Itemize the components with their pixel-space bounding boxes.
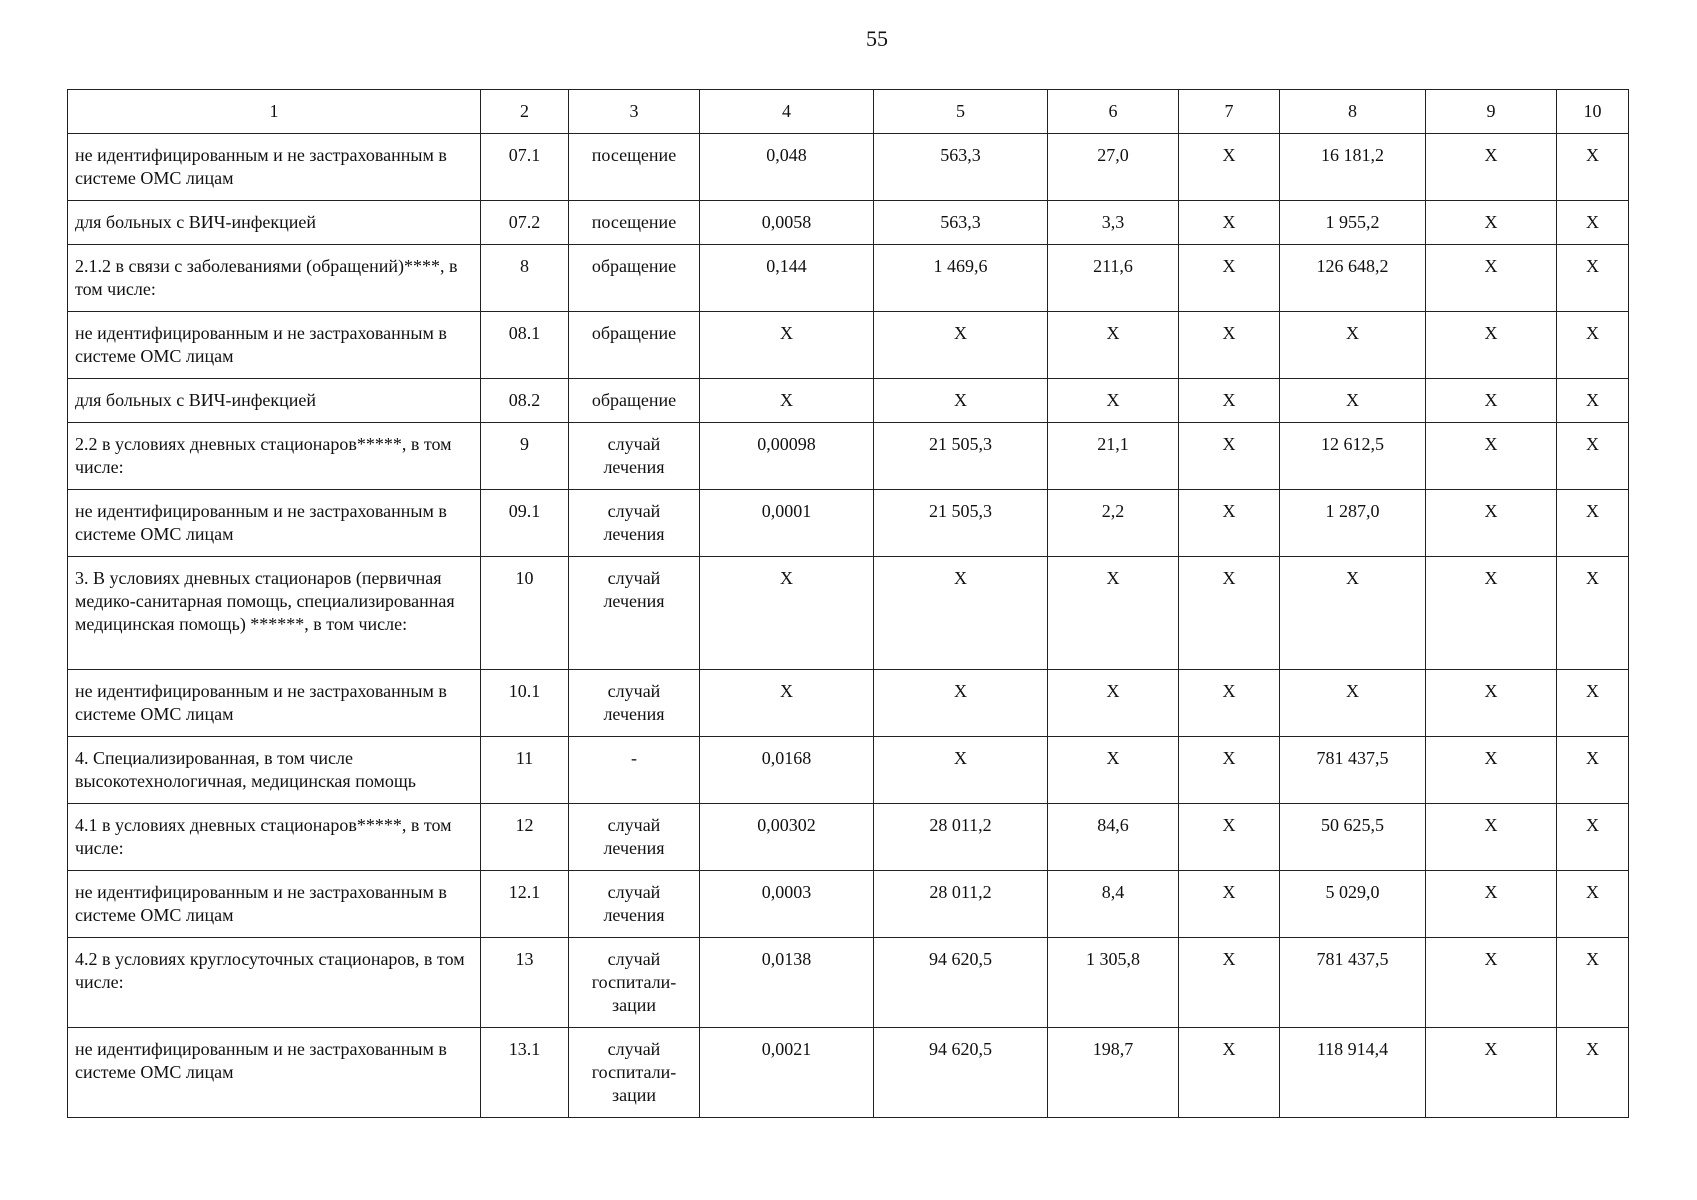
table-cell: X bbox=[700, 379, 874, 423]
table-cell: 13 bbox=[481, 938, 569, 1028]
table-cell: 781 437,5 bbox=[1280, 938, 1426, 1028]
table-cell: не идентифицированным и не застрахованным в системе ОМС лицам bbox=[68, 670, 481, 737]
column-header: 1 bbox=[68, 90, 481, 134]
table-cell: 0,0138 bbox=[700, 938, 874, 1028]
table-cell: 11 bbox=[481, 737, 569, 804]
table-cell: X bbox=[1179, 804, 1280, 871]
table-cell: X bbox=[1557, 871, 1629, 938]
table-cell: 12 612,5 bbox=[1280, 423, 1426, 490]
table-row bbox=[68, 134, 1629, 201]
table-cell: 27,0 bbox=[1048, 134, 1179, 201]
table-cell: X bbox=[1557, 490, 1629, 557]
table-row bbox=[68, 379, 1629, 423]
table-cell: X bbox=[1426, 134, 1557, 201]
table-cell: 4.2 в условиях круглосуточных стационаров, в том числе: bbox=[68, 938, 481, 1028]
table-cell: X bbox=[1557, 134, 1629, 201]
table-cell: не идентифицированным и не застрахованным в системе ОМС лицам bbox=[68, 490, 481, 557]
table-cell: для больных с ВИЧ-инфекцией bbox=[68, 379, 481, 423]
table-cell: не идентифицированным и не застрахованным в системе ОМС лицам bbox=[68, 1028, 481, 1118]
table-cell: 0,0003 bbox=[700, 871, 874, 938]
table-cell: 0,00302 bbox=[700, 804, 874, 871]
table-cell: 1 955,2 bbox=[1280, 201, 1426, 245]
table-cell: X bbox=[1557, 245, 1629, 312]
table-row bbox=[68, 871, 1629, 938]
table-cell: случай лечения bbox=[569, 804, 700, 871]
table-cell: X bbox=[700, 670, 874, 737]
table-cell: X bbox=[1426, 201, 1557, 245]
table-cell: X bbox=[1048, 312, 1179, 379]
table-row bbox=[68, 670, 1629, 737]
table-cell: X bbox=[1179, 670, 1280, 737]
table-cell: 07.2 bbox=[481, 201, 569, 245]
table-cell: 0,0001 bbox=[700, 490, 874, 557]
column-header: 6 bbox=[1048, 90, 1179, 134]
table-cell: X bbox=[1557, 938, 1629, 1028]
table-cell: 0,144 bbox=[700, 245, 874, 312]
table-cell: случай лечения bbox=[569, 871, 700, 938]
table-row bbox=[68, 312, 1629, 379]
table-cell: 16 181,2 bbox=[1280, 134, 1426, 201]
table-cell: случай лечения bbox=[569, 557, 700, 670]
table-cell: случай госпитали-зации bbox=[569, 938, 700, 1028]
table-cell: X bbox=[1557, 423, 1629, 490]
table-cell: X bbox=[1426, 670, 1557, 737]
table-cell: случай лечения bbox=[569, 423, 700, 490]
column-header: 4 bbox=[700, 90, 874, 134]
table-cell: X bbox=[1179, 201, 1280, 245]
table-cell: 2.1.2 в связи с заболеваниями (обращений)****, в том числе: bbox=[68, 245, 481, 312]
table-cell: 2,2 bbox=[1048, 490, 1179, 557]
table-cell: не идентифицированным и не застрахованным в системе ОМС лицам bbox=[68, 312, 481, 379]
table-cell: посещение bbox=[569, 134, 700, 201]
table-cell: 0,0021 bbox=[700, 1028, 874, 1118]
table-cell: X bbox=[1426, 490, 1557, 557]
table-cell: X bbox=[1557, 1028, 1629, 1118]
table-cell: X bbox=[1557, 804, 1629, 871]
table-cell: 84,6 bbox=[1048, 804, 1179, 871]
table-cell: не идентифицированным и не застрахованным в системе ОМС лицам bbox=[68, 134, 481, 201]
table-cell: X bbox=[1179, 423, 1280, 490]
table-row bbox=[68, 490, 1629, 557]
table-cell: 4. Специализированная, в том числе высокотехнологичная, медицинская помощь bbox=[68, 737, 481, 804]
table-row bbox=[68, 245, 1629, 312]
table-cell: X bbox=[874, 379, 1048, 423]
header-row bbox=[68, 90, 1629, 134]
table-cell: X bbox=[1557, 379, 1629, 423]
table-cell: 1 305,8 bbox=[1048, 938, 1179, 1028]
table-cell: посещение bbox=[569, 201, 700, 245]
table-cell: X bbox=[1426, 804, 1557, 871]
table-cell: X bbox=[1557, 312, 1629, 379]
table-cell: X bbox=[1179, 312, 1280, 379]
table-cell: 0,00098 bbox=[700, 423, 874, 490]
table-cell: X bbox=[1048, 737, 1179, 804]
table-cell: X bbox=[1179, 938, 1280, 1028]
table-cell: 21 505,3 bbox=[874, 490, 1048, 557]
table-cell: X bbox=[1557, 201, 1629, 245]
table-cell: X bbox=[1048, 670, 1179, 737]
table-cell: не идентифицированным и не застрахованным в системе ОМС лицам bbox=[68, 871, 481, 938]
column-header: 8 bbox=[1280, 90, 1426, 134]
table-cell: 198,7 bbox=[1048, 1028, 1179, 1118]
table-cell: 12 bbox=[481, 804, 569, 871]
table-cell: случай лечения bbox=[569, 490, 700, 557]
column-header: 3 bbox=[569, 90, 700, 134]
column-header: 7 bbox=[1179, 90, 1280, 134]
table-cell: 28 011,2 bbox=[874, 871, 1048, 938]
data-table bbox=[67, 89, 1629, 1118]
table-cell: 9 bbox=[481, 423, 569, 490]
table-cell: 3,3 bbox=[1048, 201, 1179, 245]
table-cell: X bbox=[874, 737, 1048, 804]
table-cell: 12.1 bbox=[481, 871, 569, 938]
table-cell: X bbox=[1280, 312, 1426, 379]
table-cell: 3. В условиях дневных стационаров (первичная медико-санитарная помощь, специализированная медицинская помощь) ******, в том числе: bbox=[68, 557, 481, 670]
table-row bbox=[68, 804, 1629, 871]
table-cell: X bbox=[1280, 670, 1426, 737]
table-cell: 0,048 bbox=[700, 134, 874, 201]
table-cell: 50 625,5 bbox=[1280, 804, 1426, 871]
table-cell: 0,0058 bbox=[700, 201, 874, 245]
table-cell: 1 469,6 bbox=[874, 245, 1048, 312]
table-cell: X bbox=[1179, 379, 1280, 423]
table-cell: 563,3 bbox=[874, 134, 1048, 201]
column-header: 2 bbox=[481, 90, 569, 134]
table-cell: X bbox=[1179, 134, 1280, 201]
column-header: 5 bbox=[874, 90, 1048, 134]
table-cell: X bbox=[1179, 490, 1280, 557]
table-cell: 4.1 в условиях дневных стационаров*****, в том числе: bbox=[68, 804, 481, 871]
table-row bbox=[68, 201, 1629, 245]
table-cell: 8,4 bbox=[1048, 871, 1179, 938]
table-cell: 2.2 в условиях дневных стационаров*****, в том числе: bbox=[68, 423, 481, 490]
table-cell: 5 029,0 bbox=[1280, 871, 1426, 938]
column-header: 9 bbox=[1426, 90, 1557, 134]
table-cell: X bbox=[1280, 557, 1426, 670]
table-cell: обращение bbox=[569, 379, 700, 423]
table-cell: 126 648,2 bbox=[1280, 245, 1426, 312]
table-cell: 10.1 bbox=[481, 670, 569, 737]
column-header: 10 bbox=[1557, 90, 1629, 134]
table-cell: 08.2 bbox=[481, 379, 569, 423]
table-row bbox=[68, 938, 1629, 1028]
table-cell: X bbox=[874, 557, 1048, 670]
table-cell: X bbox=[1557, 670, 1629, 737]
table-cell: X bbox=[700, 312, 874, 379]
table-cell: 563,3 bbox=[874, 201, 1048, 245]
table-cell: X bbox=[874, 312, 1048, 379]
table-cell: 09.1 bbox=[481, 490, 569, 557]
table-row bbox=[68, 737, 1629, 804]
table-cell: X bbox=[1179, 245, 1280, 312]
table-cell: 8 bbox=[481, 245, 569, 312]
table-cell: 21,1 bbox=[1048, 423, 1179, 490]
table-cell: 28 011,2 bbox=[874, 804, 1048, 871]
table-cell: для больных с ВИЧ-инфекцией bbox=[68, 201, 481, 245]
table-cell: 211,6 bbox=[1048, 245, 1179, 312]
table-cell: X bbox=[1426, 379, 1557, 423]
table-row bbox=[68, 557, 1629, 670]
table-cell: 08.1 bbox=[481, 312, 569, 379]
table-cell: 0,0168 bbox=[700, 737, 874, 804]
table-cell: X bbox=[1280, 379, 1426, 423]
table-cell: X bbox=[1179, 737, 1280, 804]
table-cell: X bbox=[1426, 871, 1557, 938]
table-cell: 781 437,5 bbox=[1280, 737, 1426, 804]
table-cell: X bbox=[1048, 557, 1179, 670]
table-cell: X bbox=[874, 670, 1048, 737]
table-cell: обращение bbox=[569, 245, 700, 312]
table-cell: X bbox=[1179, 1028, 1280, 1118]
table-cell: X bbox=[1557, 557, 1629, 670]
table-cell: обращение bbox=[569, 312, 700, 379]
table-cell: X bbox=[1426, 312, 1557, 379]
table-cell: 07.1 bbox=[481, 134, 569, 201]
table-cell: случай госпитали-зации bbox=[569, 1028, 700, 1118]
table-row bbox=[68, 423, 1629, 490]
page-number: 55 bbox=[866, 26, 888, 51]
table-cell: X bbox=[1179, 871, 1280, 938]
table-cell: 118 914,4 bbox=[1280, 1028, 1426, 1118]
table-row bbox=[68, 1028, 1629, 1118]
table-cell: X bbox=[700, 557, 874, 670]
table-cell: X bbox=[1426, 557, 1557, 670]
table-cell: 1 287,0 bbox=[1280, 490, 1426, 557]
table-cell: 94 620,5 bbox=[874, 938, 1048, 1028]
table-cell: X bbox=[1426, 1028, 1557, 1118]
table-cell: - bbox=[569, 737, 700, 804]
table-cell: X bbox=[1426, 423, 1557, 490]
table-cell: X bbox=[1557, 737, 1629, 804]
table-cell: X bbox=[1426, 245, 1557, 312]
table-cell: 13.1 bbox=[481, 1028, 569, 1118]
table-cell: X bbox=[1426, 737, 1557, 804]
table-cell: 94 620,5 bbox=[874, 1028, 1048, 1118]
table-cell: X bbox=[1426, 938, 1557, 1028]
table-cell: X bbox=[1179, 557, 1280, 670]
table-cell: 10 bbox=[481, 557, 569, 670]
table-cell: 21 505,3 bbox=[874, 423, 1048, 490]
table-cell: X bbox=[1048, 379, 1179, 423]
table-cell: случай лечения bbox=[569, 670, 700, 737]
table-body bbox=[68, 134, 1629, 1118]
